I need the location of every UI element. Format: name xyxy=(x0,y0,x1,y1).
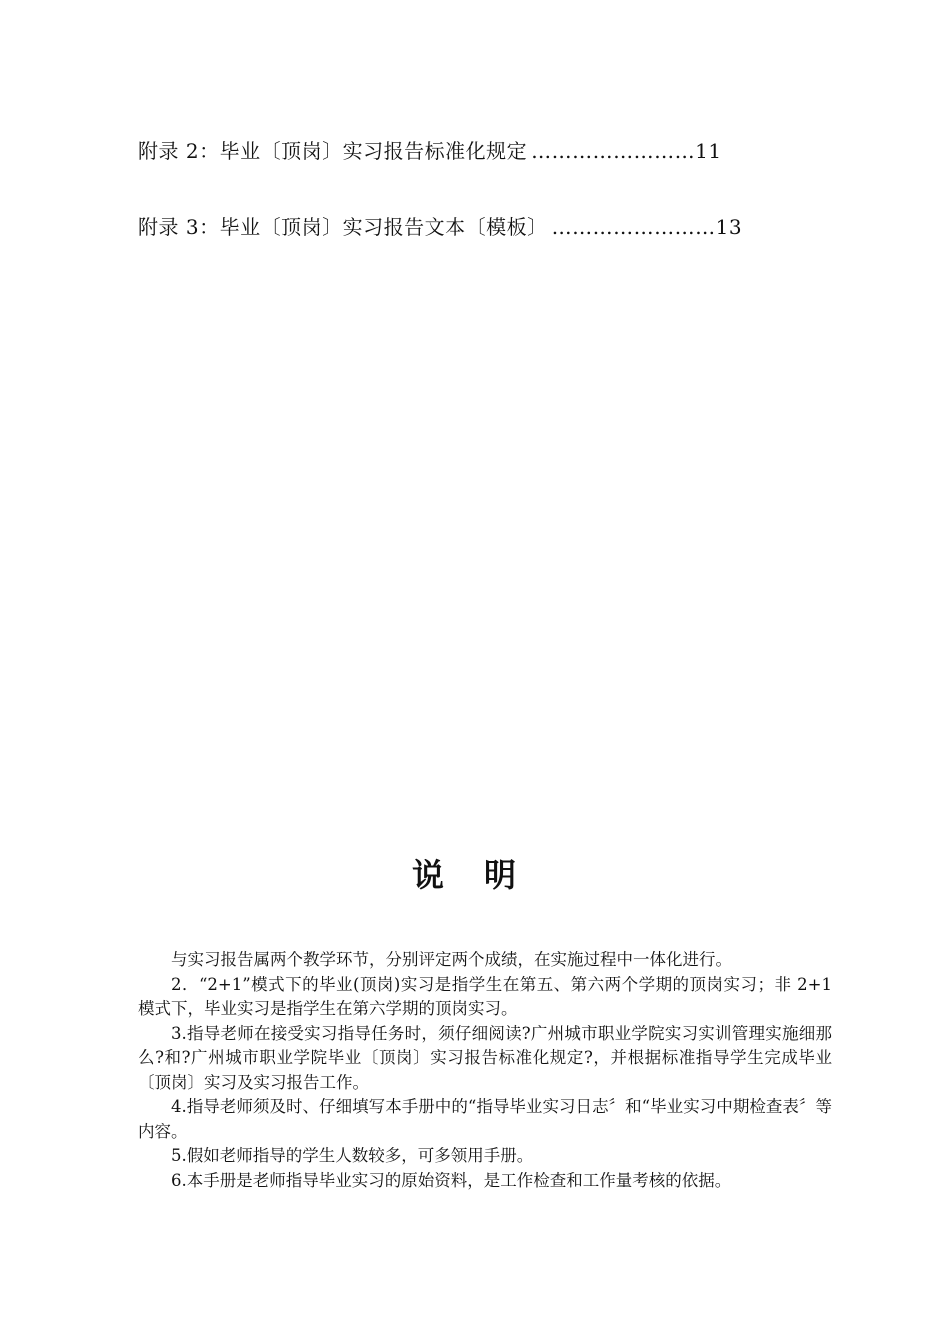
toc-entry-appendix-3[interactable] xyxy=(138,213,742,241)
note-paragraph: 与实习报告属两个教学环节，分别评定两个成绩，在实施过程中一体化进行。 xyxy=(171,950,732,969)
notes-body xyxy=(138,948,832,1193)
note-paragraph: 2．“2+1”模式下的毕业(顶岗)实习是指学生在第五、第六两个学期的顶岗实习；非 2+1 模式下，毕业实习是指学生在第六学期的顶岗实习。 xyxy=(138,974,832,1018)
toc-leader-dots: …………………… xyxy=(551,215,716,239)
toc-leader-dots: …………………… xyxy=(531,139,696,163)
toc-entry-appendix-2[interactable] xyxy=(138,137,722,165)
toc-entry-label: 附录 2：毕业〔顶岗〕实习报告标准化规定 xyxy=(138,139,528,163)
section-title: 说明 xyxy=(411,856,556,894)
toc-page-number: 13 xyxy=(715,215,743,239)
note-paragraph: 6.本手册是老师指导毕业实习的原始资料，是工作检查和工作量考核的依据。 xyxy=(171,1170,732,1190)
note-paragraph: 5.假如老师指导的学生人数较多，可多领用手册。 xyxy=(171,1146,534,1165)
toc-entry-label: 附录 3：毕业〔顶岗〕实习报告文本〔模板〕 xyxy=(138,215,548,239)
note-paragraph: 4.指导老师须及时、仔细填写本手册中的“指导毕业实习日志〞和“毕业实习中期检查表〞等内容。 xyxy=(138,1097,832,1141)
toc-page-number: 11 xyxy=(695,139,722,163)
note-paragraph: 3.指导老师在接受实习指导任务时，须仔细阅读?广州城市职业学院实习实训管理实施细那么?和?广州城市职业学院毕业〔顶岗〕实习报告标准化规定?，并根据标准指导学生完成毕业〔顶岗〕实习及实习报告工作。 xyxy=(138,1023,832,1092)
